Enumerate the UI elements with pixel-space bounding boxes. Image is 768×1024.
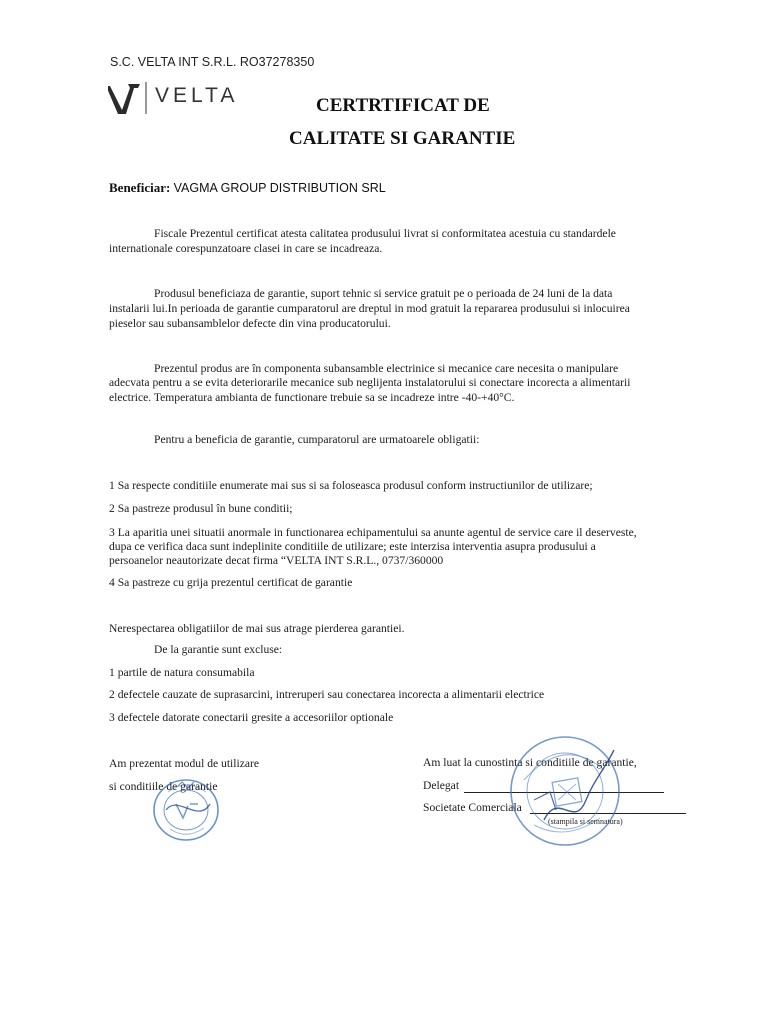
obligation-3-line-2: dupa ce verifica daca sunt indeplinite conditiile de utilizare; este interzisa interventia asupra produsului a [109,540,596,553]
obligation-1: 1 Sa respecte conditiile enumerate mai sus si sa foloseasca produsul conform instructiunilor de utilizare; [109,479,593,492]
paragraph-3-line-2: adecvata pentru a se evita deteriorarile mecanice sub neglijenta instalatorului si conectare incorecta a alimentarii [109,376,631,389]
paragraph-1-line-1: Fiscale Prezentul certificat atesta calitatea produsului livrat si conformitatea acestuia cu standardele [154,227,616,240]
paragraph-2-line-2: instalarii lui.In perioada de garantie cumparatorul are dreptul in mod gratuit la repararea produsului si inlocuirea [109,302,630,315]
exclusions-heading: De la garantie sunt excluse: [154,643,283,656]
logo-wordmark: VELTA [155,84,239,107]
exclusion-3: 3 defectele datorate conectarii gresite a accesoriilor optionale [109,711,394,724]
paragraph-1-line-2: internationale corespunzatoare clasei in care se incadreaza. [109,242,383,255]
beneficiar-value: VAGMA GROUP DISTRIBUTION SRL [173,181,386,195]
signature-right-delegat: Delegat [423,779,460,792]
stamp-signature-caption: (stampila si semnatura) [548,817,623,826]
signature-left-line-2: si conditiile de garantie [109,780,218,793]
signature-left-line-1: Am prezentat modul de utilizare [109,757,260,770]
signature-right-line-1: Am luat la cunostinta si conditiile de garantie, [423,756,637,769]
obligation-4: 4 Sa pastreze cu grija prezentul certificat de garantie [109,576,353,589]
paragraph-2-line-3: pieselor sau subansamblelor defecte din vina producatorului. [109,317,391,330]
exclusion-2: 2 defectele cauzate de suprasarcini, intreruperi sau conectarea incorecta a alimentarii electrice [109,688,545,701]
exclusion-1: 1 partile de natura consumabila [109,666,255,679]
beneficiar-label: Beneficiar: [109,180,171,195]
paragraph-3-line-1: Prezentul produs are în componenta subansamble electrinice si mecanice care necesita o manipulare [154,362,619,375]
certificate-title-line1: CERTRTIFICAT DE [316,95,490,116]
obligation-3-line-1: 3 La aparitia unei situatii anormale in functionarea echipamentului sa anunte agentul de service care il deserveste, [109,526,637,539]
paragraph-2-line-1: Produsul beneficiaza de garantie, suport tehnic si service gratuit pe o perioada de 24 luni de la data [154,287,613,300]
paragraph-4: Pentru a beneficia de garantie, cumparatorul are urmatoarele obligatii: [154,433,480,446]
obligation-2: 2 Sa pastreze produsul în bune conditii; [109,502,293,515]
warning-text: Nerespectarea obligatiilor de mai sus atrage pierderea garantiei. [109,622,405,635]
certificate-title-line2: CALITATE SI GARANTIE [289,128,516,149]
vagma-stamp-icon [504,730,626,852]
paragraph-3-line-3: electrice. Temperatura ambianta de functionare trebuie sa se incadreze intre -40-+40°C. [109,391,515,404]
velta-stamp-icon [148,774,228,844]
obligation-3-line-3: persoanelor neautorizate decat firma “VELTA INT S.R.L., 0737/360000 [109,554,444,567]
signature-right-societate: Societate Comerciala [423,801,522,814]
beneficiar [109,180,386,196]
company-line: S.C. VELTA INT S.R.L. RO37278350 [110,55,315,69]
